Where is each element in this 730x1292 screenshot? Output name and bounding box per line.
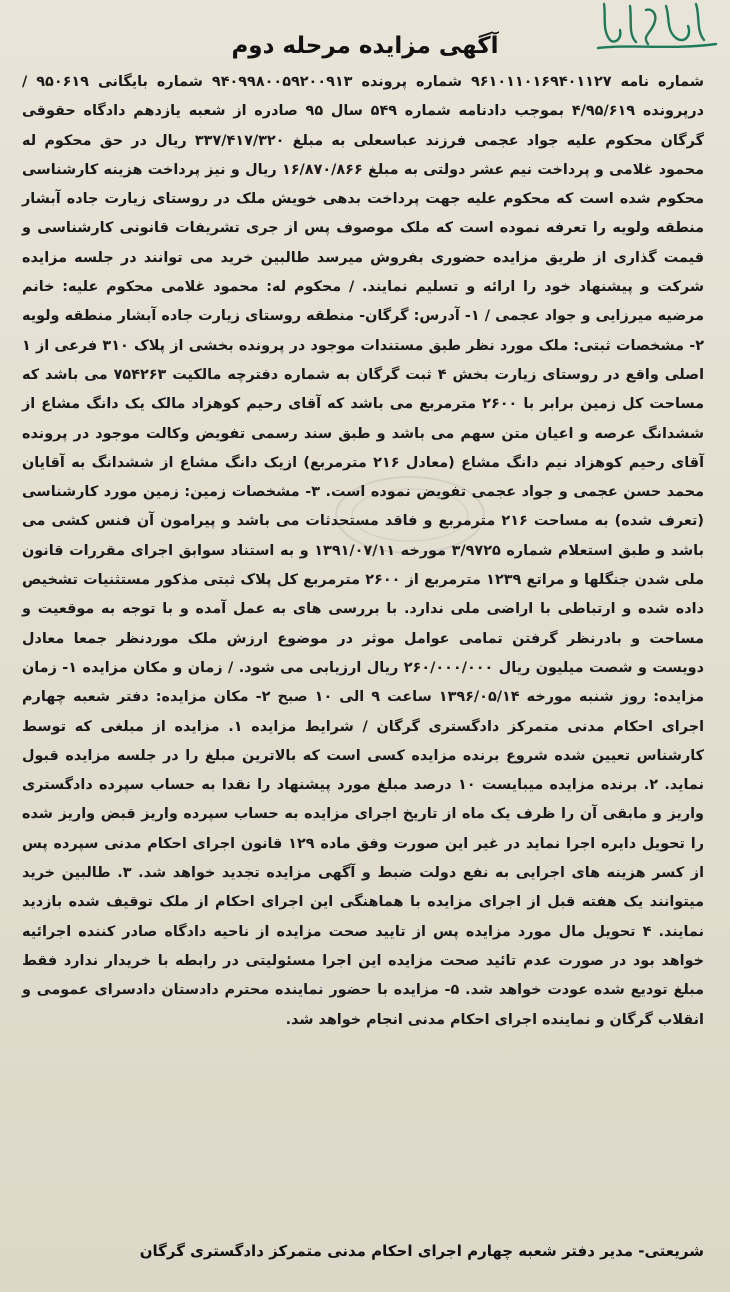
- notice-body-text: شماره نامه ۹۶۱۰۱۱۰۱۶۹۴۰۱۱۲۷ شماره پرونده ۹۴۰۹۹۸۰۰۵۹۲۰۰۹۱۳ شماره بایگانی ۹۵۰۶۱۹ / درپرونده ۴/۹۵/۶۱۹ بموجب دادنامه شماره ۵۴۹ سال ۹۵ صادره از شعبه یازدهم دادگاه حقوقی گرگان محکوم علیه جواد عجمی فرزند عباسعلی به مبلغ ۳۳۷/۴۱۷/۳۲۰ ریال در حق محکوم له محمود غلامی و پرداخت نیم عشر دولتی به مبلغ ۱۶/۸۷۰/۸۶۶ ریال و نیز پرداخت هزینه کارشناسی محکوم شده است که محکوم علیه جهت پرداخت بدهی خویش ملک در روستای زیارت جاده آبشار منطقه ولویه را تعرفه نموده است که ملک موصوف پس از جری تشریفات قانونی کارشناسی و قیمت گذاری از طریق مزایده حضوری بفروش میرسد طالبین خرید می توانند در جلسه مزایده شرکت و پیشنهاد خود را ارائه و تسلیم نمایند. / محکوم له: محمود غلامی محکوم علیه: خانم مرضیه میرزایی و جواد عجمی / ۱- آدرس: گرگان- منطقه روستای زیارت جاده آبشار منطقه ولویه ۲- مشخصات ثبتی: ملک مورد نظر طبق مستندات موجود در پرونده بخشی از پلاک ۳۱۰ فرعی از ۱ اصلی واقع در روستای زیارت بخش ۴ ثبت گرگان به شماره دفترچه مالکیت ۷۵۴۲۶۳ می باشد که مساحت کل زمین برابر با ۲۶۰۰ مترمربع می باشد که آقای رحیم کوهزاد مالک یک دانگ مشاع از ششدانگ عرصه و اعیان متن سهم می باشد و طبق سند رسمی تفویض وکالت موجود در پرونده آقای رحیم کوهزاد نیم دانگ مشاع (معادل ۲۱۶ مترمربع) ازیک دانگ مشاع از ششدانگ به آقایان محمد حسن عجمی و جواد عجمی تفویض نموده است. ۳- مشخصات زمین: زمین مورد کارشناسی (تعرف شده) به مساحت ۲۱۶ مترمربع و فاقد مستحدثات می باشد و پیرامون آن فنس کشی می باشد و طبق استعلام شماره ۳/۹۷۲۵ مورخه ۱۳۹۱/۰۷/۱۱ و به استناد سوابق اجرای مقررات قانون ملی شدن جنگلها و مراتع ۱۲۳۹ مترمربع از ۲۶۰۰ مترمربع کل پلاک ثبتی مذکور مستثنیات تشخیص داده شده و ارتباطی با اراضی ملی ندارد. با بررسی های به عمل آمده و با توجه به موقعیت و مساحت و بادرنظر گرفتن تمامی عوامل موثر در موضوع ارزش ملک موردنظر جمعا معادل دویست و شصت میلیون ریال ۲۶۰/۰۰۰/۰۰۰ ریال ارزیابی می شود. / زمان و مکان مزایده ۱- زمان مزایده: روز شنبه مورخه ۱۳۹۶/۰۵/۱۴ ساعت ۹ الی ۱۰ صبح ۲- مکان مزایده: دفتر شعبه چهارم اجرای احکام مدنی متمرکز دادگستری گرگان / شرایط مزایده ۱. مزایده از مبلغی که توسط کارشناس تعیین شده شروع برنده مزایده کسی است که بالاترین مبلغ را در جلسه مزایده قبول نماید. ۲. برنده مزایده میبایست ۱۰ درصد مبلغ مورد پیشنهاد را نقدا به حساب سپرده دادگستری واریز و مابقی آن را ظرف یک ماه از تاریخ اجرای مزایده به حساب سپرده واریز قبض واریز شده را تحویل دایره اجرا نماید در غیر این صورت وفق ماده ۱۲۹ قانون اجرای احکام مدنی سپرده پس از کسر هزینه های اجرایی به نفع دولت ضبط و آگهی مزایده تجدید خواهد شد. ۳. طالبین خرید میتوانند یک هفته قبل از اجرای مزایده با هماهنگی این اجرای احکام از ملک توقیف شده بازدید نمایند. ۴ تحویل مال مورد مزایده پس از تایید صحت مزایده از ناحیه دادگاه صادر کننده اجرائیه خواهد بود در صورت عدم تائید صحت مزایده این اجرا مسئولیتی در رابطه با خریدار ندارد فقط مبلغ تودیع شده عودت خواهد شد. ۵- مزایده با حضور نماینده محترم دادستان دادسرای عمومی و انقلاب گرگان و نماینده اجرای احکام مدنی انجام خواهد شد.: [22, 74, 705, 1028]
- notice-title: آگهی مزایده مرحله دوم: [231, 33, 499, 59]
- signature-line: شریعتی- مدیر دفتر شعبه چهارم اجرای احکام مدنی متمرکز دادگستری گرگان: [139, 1242, 704, 1260]
- notice-body: [22, 68, 704, 1035]
